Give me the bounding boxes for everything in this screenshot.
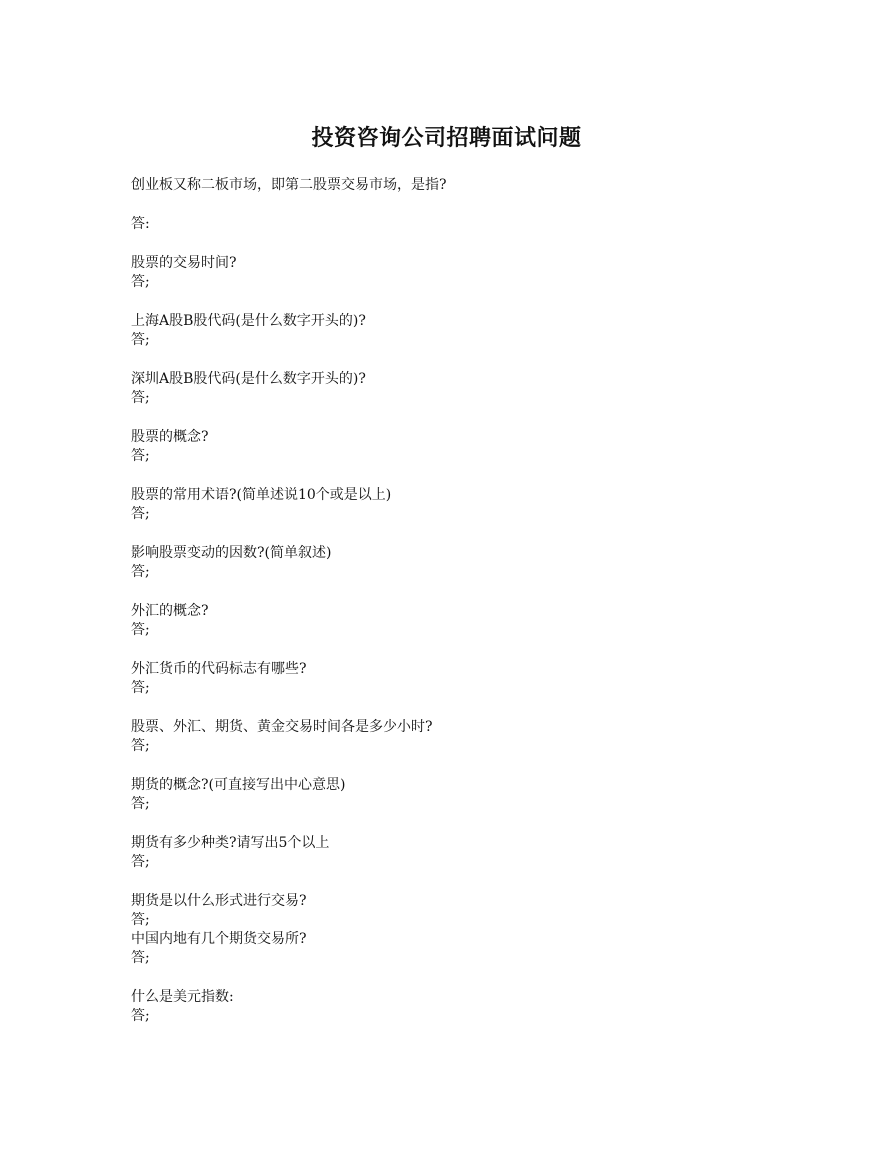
answer-label: 答; <box>131 912 150 928</box>
question-text: 深圳A股B股代码(是什么数字开头的)? <box>131 371 366 387</box>
question-text: 中国内地有几个期货交易所? <box>131 931 307 947</box>
answer-label: 答; <box>131 1008 150 1024</box>
question-text: 什么是美元指数: <box>131 989 234 1005</box>
question-list <box>131 176 811 1026</box>
answer-label: 答; <box>131 796 150 812</box>
question-text: 外汇的概念? <box>131 603 209 619</box>
answer-label: 答; <box>131 564 150 580</box>
question-text: 上海A股B股代码(是什么数字开头的)? <box>131 313 366 329</box>
question-text: 外汇货币的代码标志有哪些? <box>131 661 307 677</box>
answer-label: 答; <box>131 738 150 754</box>
question-text: 期货是以什么形式进行交易? <box>131 893 307 909</box>
answer-label: 答; <box>131 854 150 870</box>
question-text: 影响股票变动的因数?(简单叙述) <box>131 545 332 561</box>
answer-label: 答; <box>131 448 150 464</box>
document-title: 投资咨询公司招聘面试问题 <box>311 125 582 151</box>
answer-label: 答; <box>131 332 150 348</box>
question-text: 期货有多少种类?请写出5个以上 <box>131 835 330 851</box>
answer-label: 答; <box>131 622 150 638</box>
answer-label: 答; <box>131 506 150 522</box>
question-text: 股票的概念? <box>131 429 209 445</box>
answer-label: 答; <box>131 274 150 290</box>
answer-label: 答; <box>131 680 150 696</box>
question-text: 期货的概念?(可直接写出中心意思) <box>131 777 346 793</box>
answer-label: 答; <box>131 950 150 966</box>
answer-label: 答: <box>131 216 150 232</box>
answer-label: 答; <box>131 390 150 406</box>
question-text: 股票、外汇、期货、黄金交易时间各是多少小时? <box>131 719 433 735</box>
question-text: 创业板又称二板市场，即第二股票交易市场，是指? <box>131 177 447 193</box>
question-text: 股票的交易时间? <box>131 255 237 271</box>
question-text: 股票的常用术语?(简单述说10个或是以上) <box>131 487 392 503</box>
